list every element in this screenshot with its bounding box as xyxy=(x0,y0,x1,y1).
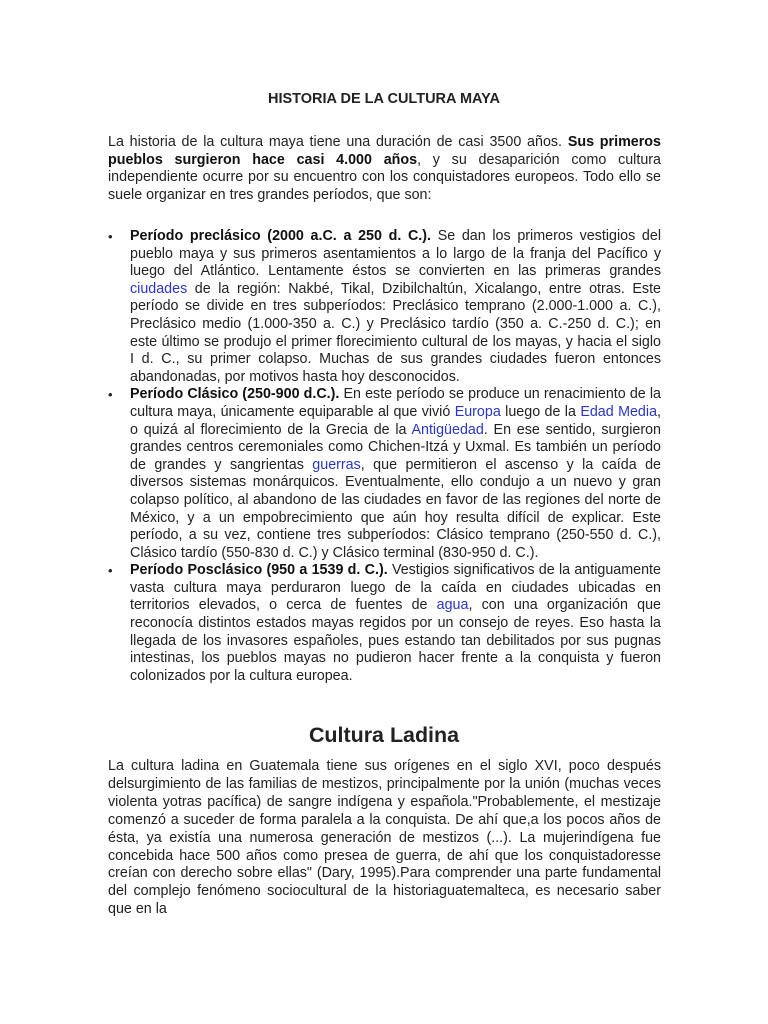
ladina-paragraph: La cultura ladina en Guatemala tiene sus orígenes en el siglo XVI, poco después delsurgimiento de las familias de mestizos, principalmente por la unión (muchas veces violenta yotras pacífica) de sangre indígena y española."Probablemente, el mestizaje comenzó a suceder de forma paralela a la conquista. De ahí que,a los pocos años de ésta, ya existía una numerosa generación de mestizos (...). La mujerindígena fue concebida hace 500 años como presea de guerra, de ahí que los conquistadoresse creían con derecho sobre ellas" (Dary, 1995).Para comprender una parte fundamental del complejo fenómeno sociocultural de la historiaguatemalteca, es necesario saber que en la xyxy=(108,758,661,918)
period-text: En este período se produce un renacimiento de la cultura maya, únicamente equiparable al que vivió xyxy=(130,386,661,420)
bullet-icon: • xyxy=(108,563,113,579)
link-europa[interactable]: Europa xyxy=(454,403,501,420)
period-text: luego de la xyxy=(500,403,581,420)
link-edad-media[interactable]: Edad Media xyxy=(580,403,658,420)
period-heading: Período Posclásico (950 a 1539 d. C.). xyxy=(130,562,388,579)
intro-text: La historia de la cultura maya tiene una duración de casi 3500 años. xyxy=(108,134,568,150)
list-item-posclasico xyxy=(108,562,661,685)
period-text: Se dan los primeros vestigios del pueblo maya y sus primeros asentamientos a lo largo de la franja del Pacífico y luego del Atlántico. Lentamente éstos se convierten en las primeras grandes xyxy=(130,228,661,280)
list-item-clasico xyxy=(108,386,661,562)
intro-text-end: , y su desaparición como cultura independiente ocurre por su encuentro con los conquistadores europeos. Todo ello se suele organizar en tres grandes períodos, que son: xyxy=(108,151,661,203)
periods-list xyxy=(108,228,661,685)
period-text: , o quizá al florecimiento de la Grecia de la xyxy=(130,403,661,438)
intro-paragraph xyxy=(108,134,661,204)
bullet-icon: • xyxy=(108,229,113,244)
section-title: Cultura Ladina xyxy=(308,723,460,747)
period-heading: Período Clásico (250-900 d.C.). xyxy=(130,386,340,403)
intro-bold-text: Sus primeros pueblos surgieron hace casi 4.000 años xyxy=(108,134,661,168)
list-item-preclasico xyxy=(108,228,661,386)
link-guerras[interactable]: guerras xyxy=(312,456,361,473)
period-text: . En ese sentido, surgieron grandes centros ceremoniales como Chichen-Itzá y Uxmal. Es también un período de grandes y sangrientas xyxy=(130,421,662,473)
period-text: , que permitieron el ascenso y la caída de diversos sistemas monárquicos. Eventualmente, ello condujo a un nuevo y gran colapso político, al abandono de las ciudades en favor de las regiones del norte de México, y a un empobrecimiento que aún hoy resulta difícil de explicar. Este período, a su vez, contiene tres subperíodos: Clásico temprano (250-550 d. C.), Clásico tardío (550-830 d. C.) y Clásico terminal (830-950 d. C.). xyxy=(130,456,661,561)
document-title: HISTORIA DE LA CULTURA MAYA xyxy=(267,91,500,107)
period-text: Vestigios significativos de la antiguamente vasta cultura maya perduraron luego de la caída en ciudades ubicadas en territorios elevados, o cerca de fuentes de xyxy=(130,562,661,614)
period-heading: Período preclásico (2000 a.C. a 250 d. C.). xyxy=(130,228,432,244)
link-antiguedad[interactable]: Antigüedad xyxy=(411,421,484,438)
bullet-icon: • xyxy=(108,387,113,403)
link-ciudades[interactable]: ciudades xyxy=(130,280,188,297)
period-text: , con una organización que reconocía distintos estados mayas regidos por un consejo de reyes. Eso hasta la llegada de los invasores españoles, pues estando tan debilitados por sus pugnas intestinas, los pueblos mayas no pudieron hacer frente a la conquista y fueron colonizados por la cultura europea. xyxy=(130,597,661,684)
link-agua[interactable]: agua xyxy=(436,597,469,614)
period-text: de la región: Nakbé, Tikal, Dzibilchaltún, Xicalango, entre otras. Este período se divide en tres subperíodos: Preclásico temprano (2.000-1.000 a. C.), Preclásico medio (1.000-350 a. C.) y Preclásico tardío (350 a. C.-250 d. C.); en este último se produjo el primer florecimiento cultural de los mayas, y hacia el siglo I d. C., su primer colapso. Muchas de sus grandes ciudades fueron entonces abandonadas, por motivos hasta hoy desconocidos. xyxy=(130,280,661,385)
